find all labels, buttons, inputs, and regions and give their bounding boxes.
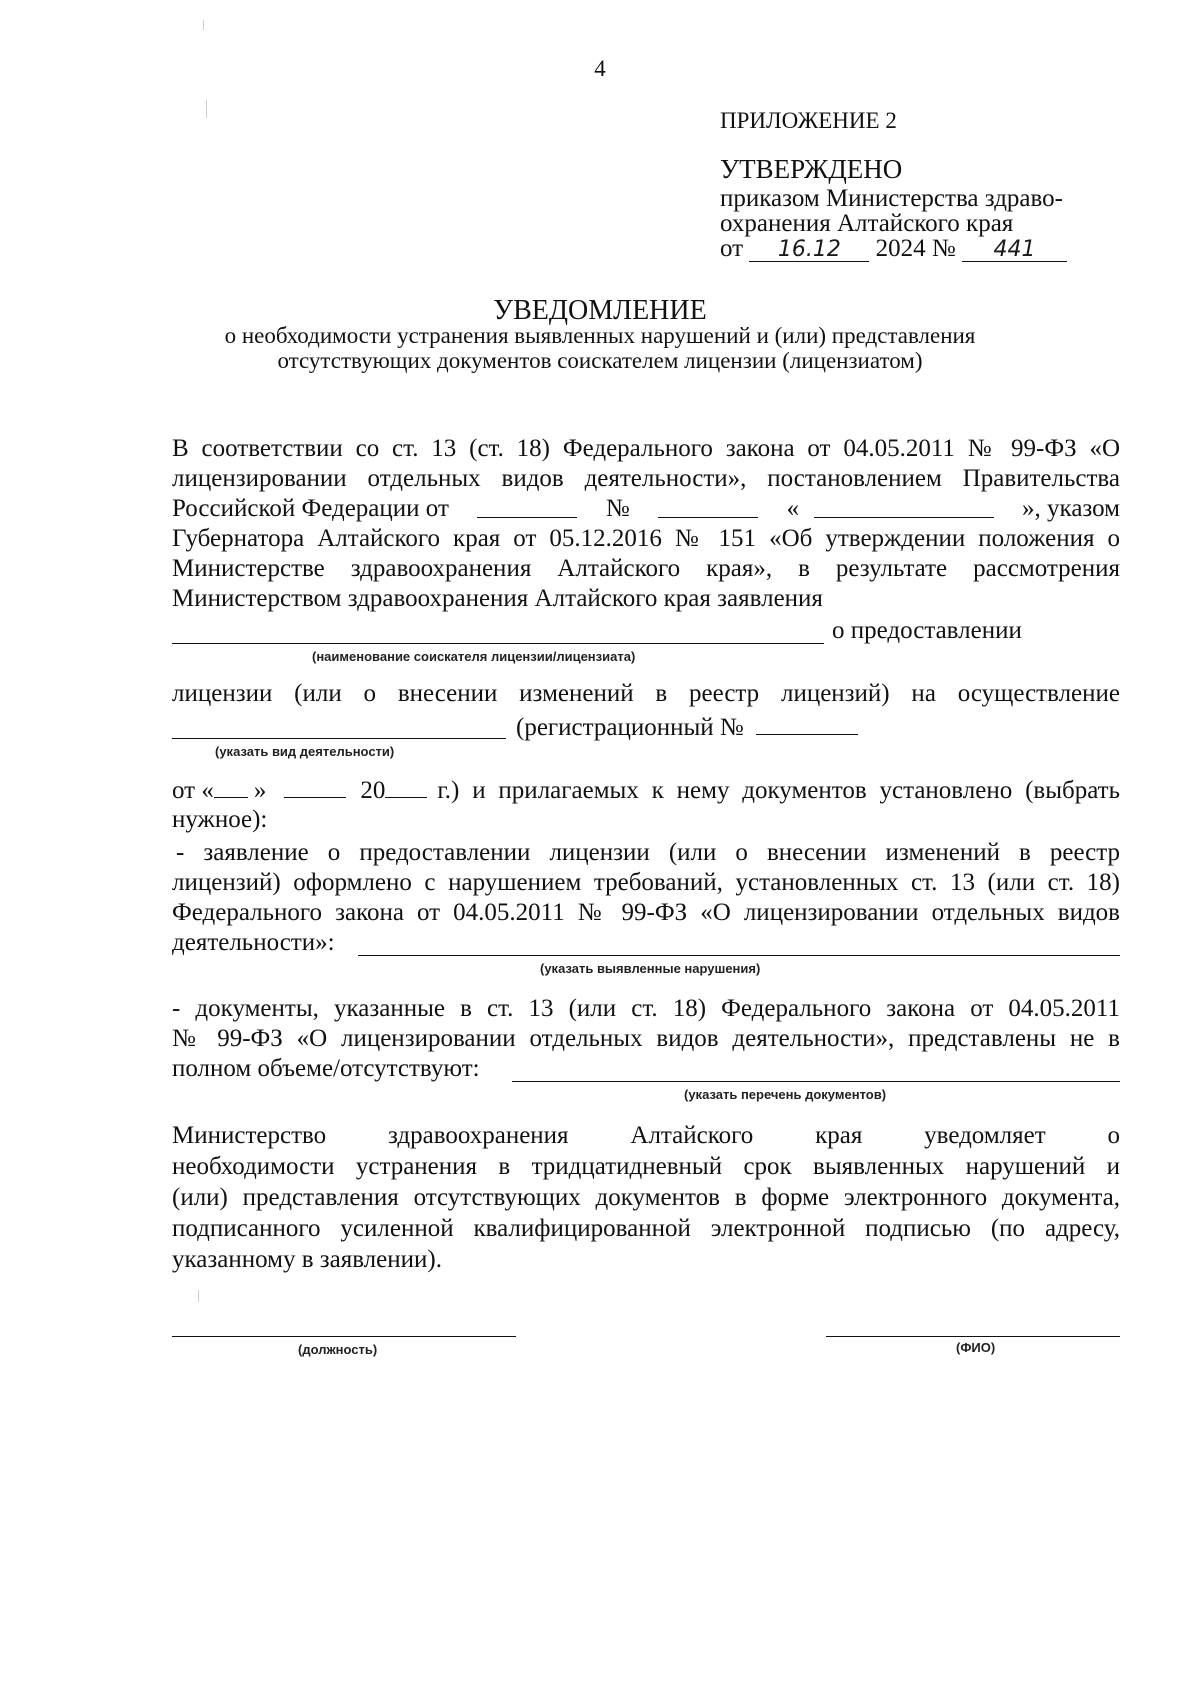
scan-speck — [198, 1290, 199, 1302]
title-fill-blank — [814, 495, 994, 518]
para1-line-7: о предоставлении — [832, 617, 1022, 644]
bullet1-line-1: - заявление о предоставлении лицензии (или о внесении изменений в реестр — [176, 839, 1120, 866]
date-blank — [749, 236, 869, 262]
subtitle-line-1: о необходимости устранения выявленных нарушений и (или) представления — [224, 323, 976, 348]
documents-list-blank — [512, 1081, 1120, 1082]
approved-label: УТВЕРЖДЕНО — [720, 154, 903, 184]
para1-line-10 — [172, 775, 1120, 805]
page-number: 4 — [594, 56, 606, 81]
subtitle-line-2: отсутствующих документов соискателем лицензии (лицензиатом) — [277, 348, 923, 373]
bullet2-line-3: полном объеме/отсутствуют: — [172, 1055, 480, 1082]
caption-activity-type: (указать вид деятельности) — [215, 744, 395, 759]
order-date-line — [720, 236, 1067, 262]
name-signature-line — [826, 1336, 1120, 1337]
order-line-1: приказом Министерства здраво- — [720, 185, 1063, 212]
date-prefix: от — [720, 235, 744, 262]
para2-line-5: указанному в заявлении). — [172, 1246, 442, 1273]
para1-line-1: В соответствии со ст. 13 (ст. 18) Федерального закона от 04.05.2011 № 99-ФЗ «О — [172, 435, 1120, 462]
handwritten-number: 441 — [993, 237, 1036, 262]
number-blank — [962, 236, 1067, 262]
para1-line-11: нужное): — [172, 806, 268, 833]
caption-documents-list: (указать перечень документов) — [684, 1087, 887, 1102]
caption-position: (должность) — [298, 1342, 378, 1357]
quote-open: « — [786, 495, 800, 522]
para2-line-4: подписанного усиленной квалифицированной электронной подписью (по адресу, — [172, 1215, 1120, 1242]
handwritten-date: 16.12 — [777, 237, 841, 262]
number-fill-blank — [658, 495, 758, 518]
bullet1-line-4: деятельности»: — [172, 929, 335, 956]
position-signature-line — [172, 1336, 516, 1337]
reg-number-blank — [756, 712, 858, 735]
para1-line-6: Министерством здравоохранения Алтайского края заявления — [172, 585, 823, 612]
from-open-quote: от « — [172, 777, 214, 804]
bullet2-line-1: - документы, указанные в ст. 13 (или ст. 18) Федерального закона от 04.05.2011 — [172, 995, 1120, 1022]
month-blank — [284, 775, 346, 798]
year-blank — [385, 775, 427, 798]
para1-line-3 — [172, 495, 1120, 523]
century-prefix: 20 — [360, 777, 386, 804]
applicant-name-blank — [172, 643, 824, 644]
caption-violations: (указать выявленные нарушения) — [540, 961, 761, 976]
bullet1-line-3: Федерального закона от 04.05.2011 № 99-ФЗ «О лицензировании отдельных видов — [172, 899, 1120, 926]
year-label: 2024 № — [875, 235, 956, 262]
bullet2-line-2: № 99-ФЗ «О лицензировании отдельных видов деятельности», представлены не в — [172, 1025, 1120, 1052]
scan-speck — [206, 100, 207, 118]
bullet1-line-2: лицензий) оформлено с нарушением требований, установленных ст. 13 (или ст. 18) — [172, 869, 1120, 896]
para1-line-5: Министерстве здравоохранения Алтайского края», в результате рассмотрения — [172, 555, 1120, 582]
number-sign: № — [605, 495, 630, 522]
order-line-2: охранения Алтайского края — [720, 210, 1014, 237]
appendix-label: ПРИЛОЖЕНИЕ 2 — [720, 108, 897, 133]
para1-line-4: Губернатора Алтайского края от 05.12.2016 № 151 «Об утверждении положения о — [172, 525, 1120, 552]
para1-line-9 — [516, 712, 858, 742]
attached-docs-text: г.) и прилагаемых к нему документов установлено (выбрать — [437, 777, 1120, 804]
date-fill-blank — [477, 495, 577, 518]
scan-speck — [203, 20, 204, 30]
violations-blank — [358, 955, 1120, 956]
para2-line-2: необходимости устранения в тридцатидневный срок выявленных нарушений и — [172, 1153, 1120, 1180]
rf-from-label: Российской Федерации от — [172, 495, 449, 522]
day-blank — [214, 775, 248, 798]
activity-type-blank — [172, 738, 506, 739]
decree-label: », указом — [1022, 495, 1120, 522]
para1-line-2: лицензировании отдельных видов деятельности», постановлением Правительства — [172, 465, 1120, 492]
caption-full-name: (ФИО) — [956, 1340, 996, 1355]
close-quote: » — [253, 777, 267, 804]
caption-applicant-name: (наименование соискателя лицензии/лицензиата) — [312, 649, 636, 664]
document-title: УВЕДОМЛЕНИЕ — [493, 295, 707, 326]
reg-number-label: (регистрационный № — [516, 714, 744, 741]
para2-line-1: Министерство здравоохранения Алтайского края уведомляет о — [172, 1122, 1120, 1149]
para2-line-3: (или) представления отсутствующих документов в форме электронного документа, — [172, 1184, 1120, 1211]
para1-line-8: лицензии (или о внесении изменений в реестр лицензий) на осуществление — [172, 680, 1120, 707]
